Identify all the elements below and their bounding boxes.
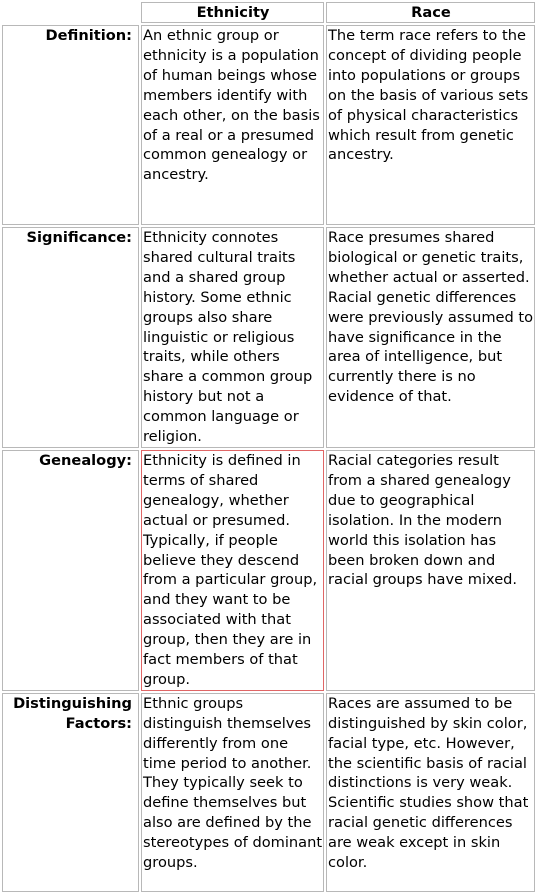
cell-ethnicity-definition: An ethnic group or ethnicity is a population of human beings whose members identify with each other, on the basis of a real or a presumed common genealogy or ancestry. xyxy=(141,25,324,225)
row-label-genealogy: Genealogy: xyxy=(2,450,139,691)
cell-race-significance: Race presumes shared biological or genetic traits, whether actual or asserted. Racial genetic differences were previously assumed to have significance in the area of intelligence, but currently there is no evidence of that. xyxy=(326,227,535,448)
row-label-distinguishing-factors: Distinguishing Factors: xyxy=(2,693,139,892)
cell-ethnicity-significance: Ethnicity connotes shared cultural traits and a shared group history. Some ethnic groups also share linguistic or religious traits, while others share a common group history but not a common language or religion. xyxy=(141,227,324,448)
table-row xyxy=(2,25,535,225)
cell-ethnicity-genealogy[interactable]: Ethnicity is defined in terms of shared genealogy, whether actual or presumed. Typically, if people believe they descend from a particular group, and they want to be associated with that group, then they are in fact members of that group. xyxy=(141,450,324,691)
header-race: Race xyxy=(326,2,535,23)
header-corner xyxy=(2,2,139,23)
header-ethnicity: Ethnicity xyxy=(141,2,324,23)
cell-race-distinguishing-factors: Races are assumed to be distinguished by skin color, facial type, etc. However, the scientific basis of racial distinctions is very weak. Scientific studies show that racial genetic differences are weak except in skin color. xyxy=(326,693,535,892)
cell-race-definition: The term race refers to the concept of dividing people into populations or groups on the basis of various sets of physical characteristics which result from genetic ancestry. xyxy=(326,25,535,225)
table-row xyxy=(2,227,535,448)
table-header-row xyxy=(2,2,535,23)
row-label-definition: Definition: xyxy=(2,25,139,225)
table-row xyxy=(2,450,535,691)
cell-ethnicity-distinguishing-factors: Ethnic groups distinguish themselves differently from one time period to another. They typically seek to define themselves but also are defined by the stereotypes of dominant groups. xyxy=(141,693,324,892)
table-row xyxy=(2,693,535,892)
row-label-significance: Significance: xyxy=(2,227,139,448)
cell-race-genealogy: Racial categories result from a shared genealogy due to geographical isolation. In the modern world this isolation has been broken down and racial groups have mixed. xyxy=(326,450,535,691)
